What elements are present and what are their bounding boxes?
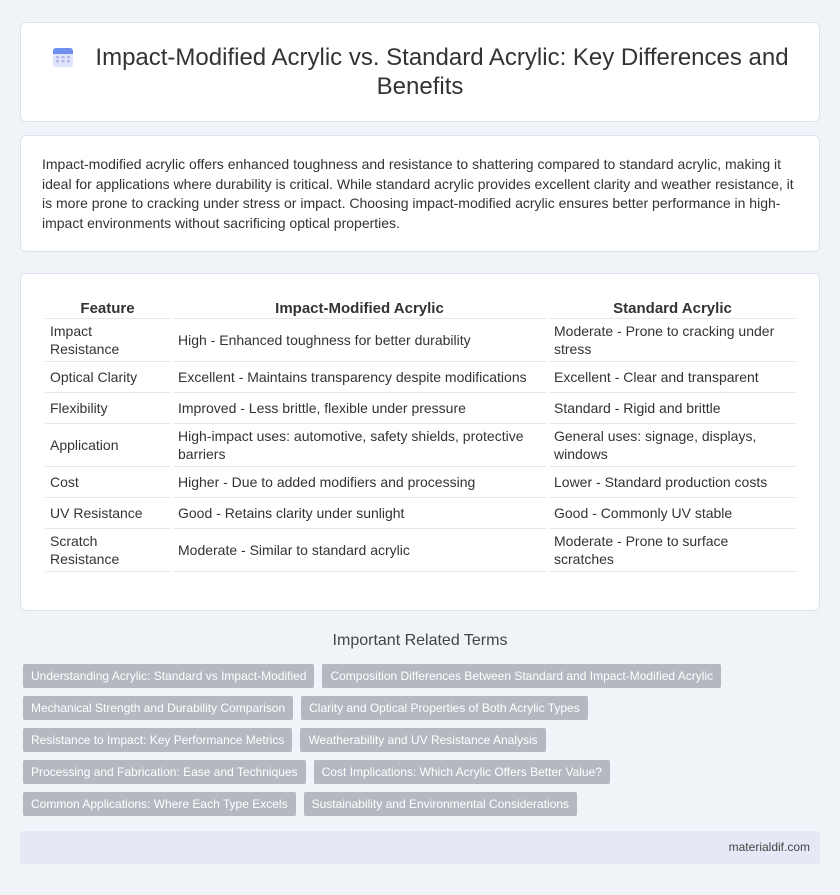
cell-standard: General uses: signage, displays, windows [549, 424, 796, 467]
header-standard: Standard Acrylic [549, 295, 796, 319]
cell-impact-modified: Moderate - Similar to standard acrylic [173, 529, 546, 572]
related-term-tag[interactable]: Composition Differences Between Standard and Impact-Modified Acrylic [322, 664, 721, 688]
cell-impact-modified: Improved - Less brittle, flexible under pressure [173, 393, 546, 424]
table-row [45, 424, 796, 467]
footer [20, 831, 820, 864]
cell-impact-modified: Excellent - Maintains transparency despite modifications [173, 362, 546, 393]
header-feature: Feature [45, 295, 170, 319]
intro-card [20, 135, 820, 252]
related-term-tag[interactable]: Sustainability and Environmental Considerations [304, 792, 577, 816]
related-terms-list [23, 664, 813, 824]
cell-feature: Scratch Resistance [45, 529, 170, 572]
comparison-table [42, 295, 799, 572]
cell-feature: Cost [45, 467, 170, 498]
related-term-tag[interactable]: Resistance to Impact: Key Performance Metrics [23, 728, 292, 752]
intro-paragraph: Impact-modified acrylic offers enhanced toughness and resistance to shattering compared to standard acrylic, making it ideal for applications where durability is critical. While standard acrylic provides excellent clarity and weather resistance, it is more prone to cracking under stress or impact. Choosing impact-modified acrylic ensures better performance in high-impact environments without sacrificing optical properties. [42, 156, 794, 231]
header-impact-modified: Impact-Modified Acrylic [173, 295, 546, 319]
table-header-row [45, 295, 796, 319]
related-term-tag[interactable]: Weatherability and UV Resistance Analysis [300, 728, 545, 752]
cell-standard: Lower - Standard production costs [549, 467, 796, 498]
related-term-tag[interactable]: Processing and Fabrication: Ease and Techniques [23, 760, 306, 784]
table-row [45, 467, 796, 498]
cell-standard: Excellent - Clear and transparent [549, 362, 796, 393]
table-row [45, 319, 796, 362]
table-row [45, 529, 796, 572]
table-row [45, 393, 796, 424]
table-row [45, 362, 796, 393]
cell-feature: Application [45, 424, 170, 467]
table-row [45, 498, 796, 529]
cell-feature: UV Resistance [45, 498, 170, 529]
cell-standard: Standard - Rigid and brittle [549, 393, 796, 424]
cell-feature: Impact Resistance [45, 319, 170, 362]
cell-standard: Moderate - Prone to cracking under stress [549, 319, 796, 362]
cell-impact-modified: High-impact uses: automotive, safety shields, protective barriers [173, 424, 546, 467]
comparison-table-card [20, 273, 820, 611]
cell-feature: Flexibility [45, 393, 170, 424]
related-term-tag[interactable]: Cost Implications: Which Acrylic Offers Better Value? [314, 760, 610, 784]
related-terms-title: Important Related Terms [332, 632, 508, 649]
cell-impact-modified: Higher - Due to added modifiers and processing [173, 467, 546, 498]
related-term-tag[interactable]: Understanding Acrylic: Standard vs Impact-Modified [23, 664, 314, 688]
cell-feature: Optical Clarity [45, 362, 170, 393]
calendar-icon [51, 45, 75, 69]
related-term-tag[interactable]: Clarity and Optical Properties of Both Acrylic Types [301, 696, 588, 720]
cell-impact-modified: Good - Retains clarity under sunlight [173, 498, 546, 529]
page-title: Impact-Modified Acrylic vs. Standard Acrylic: Key Differences and Benefits [95, 44, 789, 100]
footer-site-link[interactable]: materialdif.com [728, 840, 810, 854]
title-card [20, 22, 820, 122]
cell-impact-modified: High - Enhanced toughness for better durability [173, 319, 546, 362]
related-term-tag[interactable]: Common Applications: Where Each Type Excels [23, 792, 296, 816]
page-title-wrap [51, 43, 789, 101]
cell-standard: Good - Commonly UV stable [549, 498, 796, 529]
cell-standard: Moderate - Prone to surface scratches [549, 529, 796, 572]
related-term-tag[interactable]: Mechanical Strength and Durability Comparison [23, 696, 293, 720]
